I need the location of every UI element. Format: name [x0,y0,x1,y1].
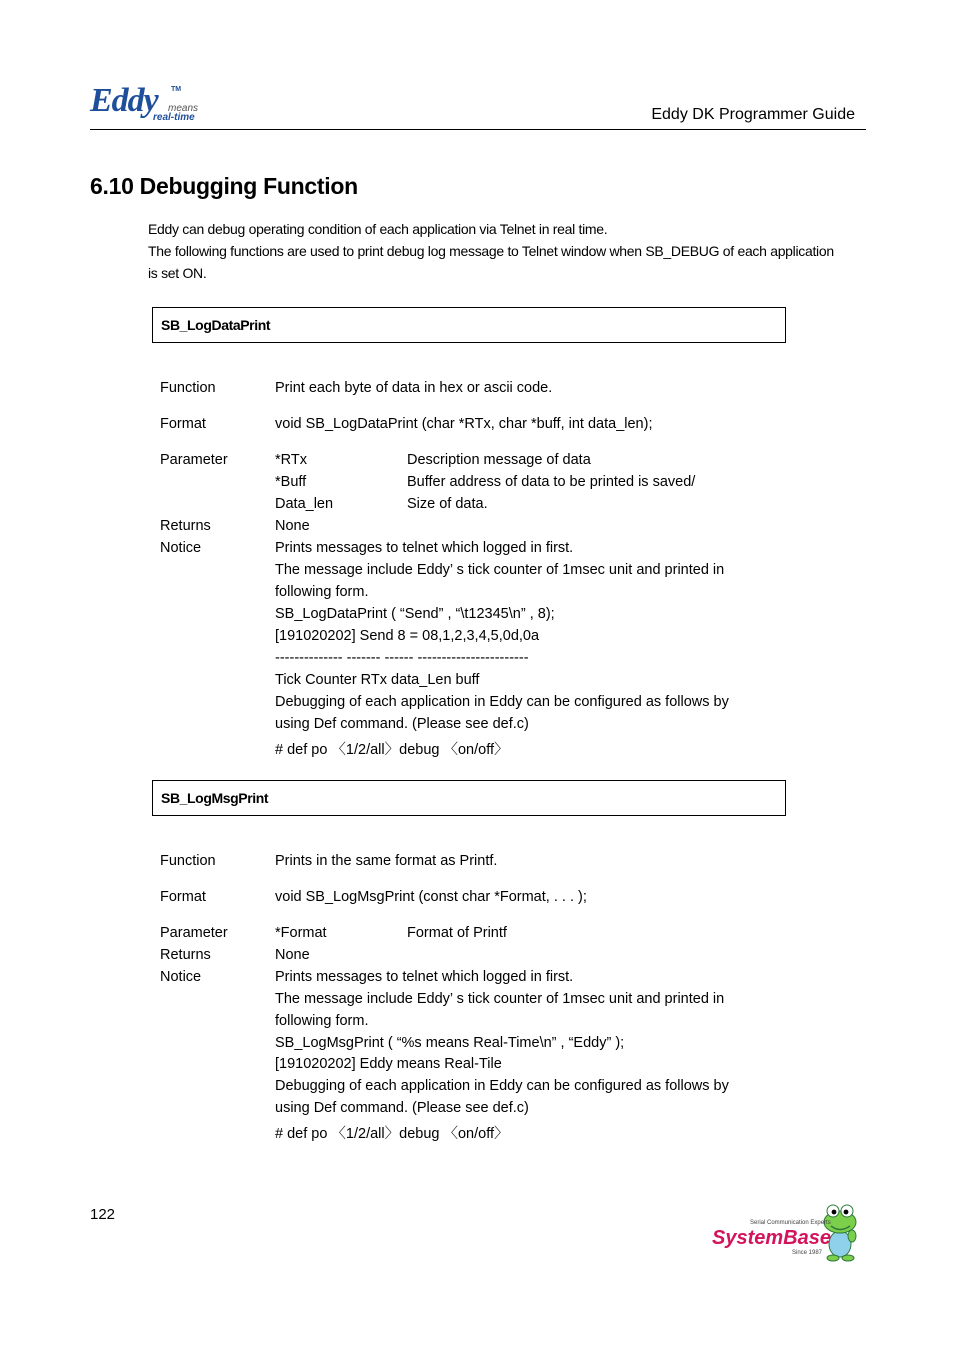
systembase-since: Since 1987 [792,1250,823,1256]
returns-value: None [275,947,310,963]
notice-line: Tick Counter RTx data_Len buff [275,672,480,688]
returns-label: Returns [160,947,211,963]
param-name: Data_len [275,496,334,512]
parameter-label: Parameter [160,925,228,941]
notice-line: using Def command. (Please see def.c) [275,1100,529,1116]
notice-line: SB_LogMsgPrint ( “%s means Real-Time\n” , “Eddy” ); [275,1035,625,1051]
function-label: Function [160,380,216,396]
intro-line-1: Eddy can debug operating condition of each application via Telnet in real time. [148,221,608,237]
notice-line: The message include Eddy’ s tick counter of 1msec unit and printed in [275,562,725,578]
section-title: 6.10 Debugging Function [90,173,358,199]
notice-line: Debugging of each application in Eddy can be configured as follows by [275,694,729,710]
notice-line: SB_LogDataPrint ( “Send” , “\t12345\n” , 8); [275,606,555,622]
notice-line: The message include Eddy’ s tick counter of 1msec unit and printed in [275,991,725,1007]
param-name: *RTx [275,452,307,468]
intro-line-2: The following functions are used to print debug log message to Telnet window when SB_DEBUG of each application [148,243,834,259]
notice-label: Notice [160,540,202,556]
param-description: Format of Printf [407,925,507,941]
param-description: Size of data. [407,496,488,512]
notice-line: [191020202] Send 8 = 08,1,2,3,4,5,0d,0a [275,628,540,644]
page-number: 122 [90,1206,116,1223]
notice-line: -------------- ------- ------ ----------------------- [275,650,529,666]
function-header-box [152,307,786,343]
notice-line: using Def command. (Please see def.c) [275,716,529,732]
parameter-label: Parameter [160,452,228,468]
document-title: Eddy DK Programmer Guide [651,106,855,123]
eddy-logo-means: means [168,103,199,114]
format-signature: void SB_LogMsgPrint (const char *Format, . . . ); [275,889,587,905]
notice-line: [191020202] Eddy means Real-Tile [275,1056,502,1072]
eddy-logo-tm: TM [171,86,182,93]
notice-line: Prints messages to telnet which logged in first. [275,540,574,556]
format-label: Format [160,416,206,432]
notice-line: # def po 〈1/2/all〉debug 〈on/off〉 [275,742,509,758]
systembase-logo [710,1200,865,1262]
notice-line: following form. [275,1013,369,1029]
function-name: SB_LogMsgPrint [161,790,269,806]
returns-label: Returns [160,518,211,534]
param-description: Buffer address of data to be printed is saved/ [407,474,696,490]
notice-label: Notice [160,969,202,985]
function-description: Prints in the same format as Printf. [275,853,498,869]
function-name: SB_LogDataPrint [161,317,271,333]
param-name: *Format [275,925,327,941]
notice-line: Prints messages to telnet which logged in first. [275,969,574,985]
notice-line: Debugging of each application in Eddy can be configured as follows by [275,1078,729,1094]
returns-value: None [275,518,310,534]
systembase-name: SystemBase [712,1227,831,1249]
param-name: *Buff [275,474,307,490]
format-signature: void SB_LogDataPrint (char *RTx, char *buff, int data_len); [275,416,653,432]
format-label: Format [160,889,206,905]
intro-line-3: is set ON. [148,265,207,281]
param-description: Description message of data [407,452,591,468]
header-divider [90,129,866,130]
notice-line: # def po 〈1/2/all〉debug 〈on/off〉 [275,1126,509,1142]
notice-line: following form. [275,584,369,600]
function-label: Function [160,853,216,869]
function-header-box [152,780,786,816]
function-description: Print each byte of data in hex or ascii code. [275,380,553,396]
eddy-logo-realtime: real-time [153,112,195,123]
eddy-logo: Eddy [90,82,158,119]
systembase-tagline: Serial Communication Experts [750,1220,831,1226]
